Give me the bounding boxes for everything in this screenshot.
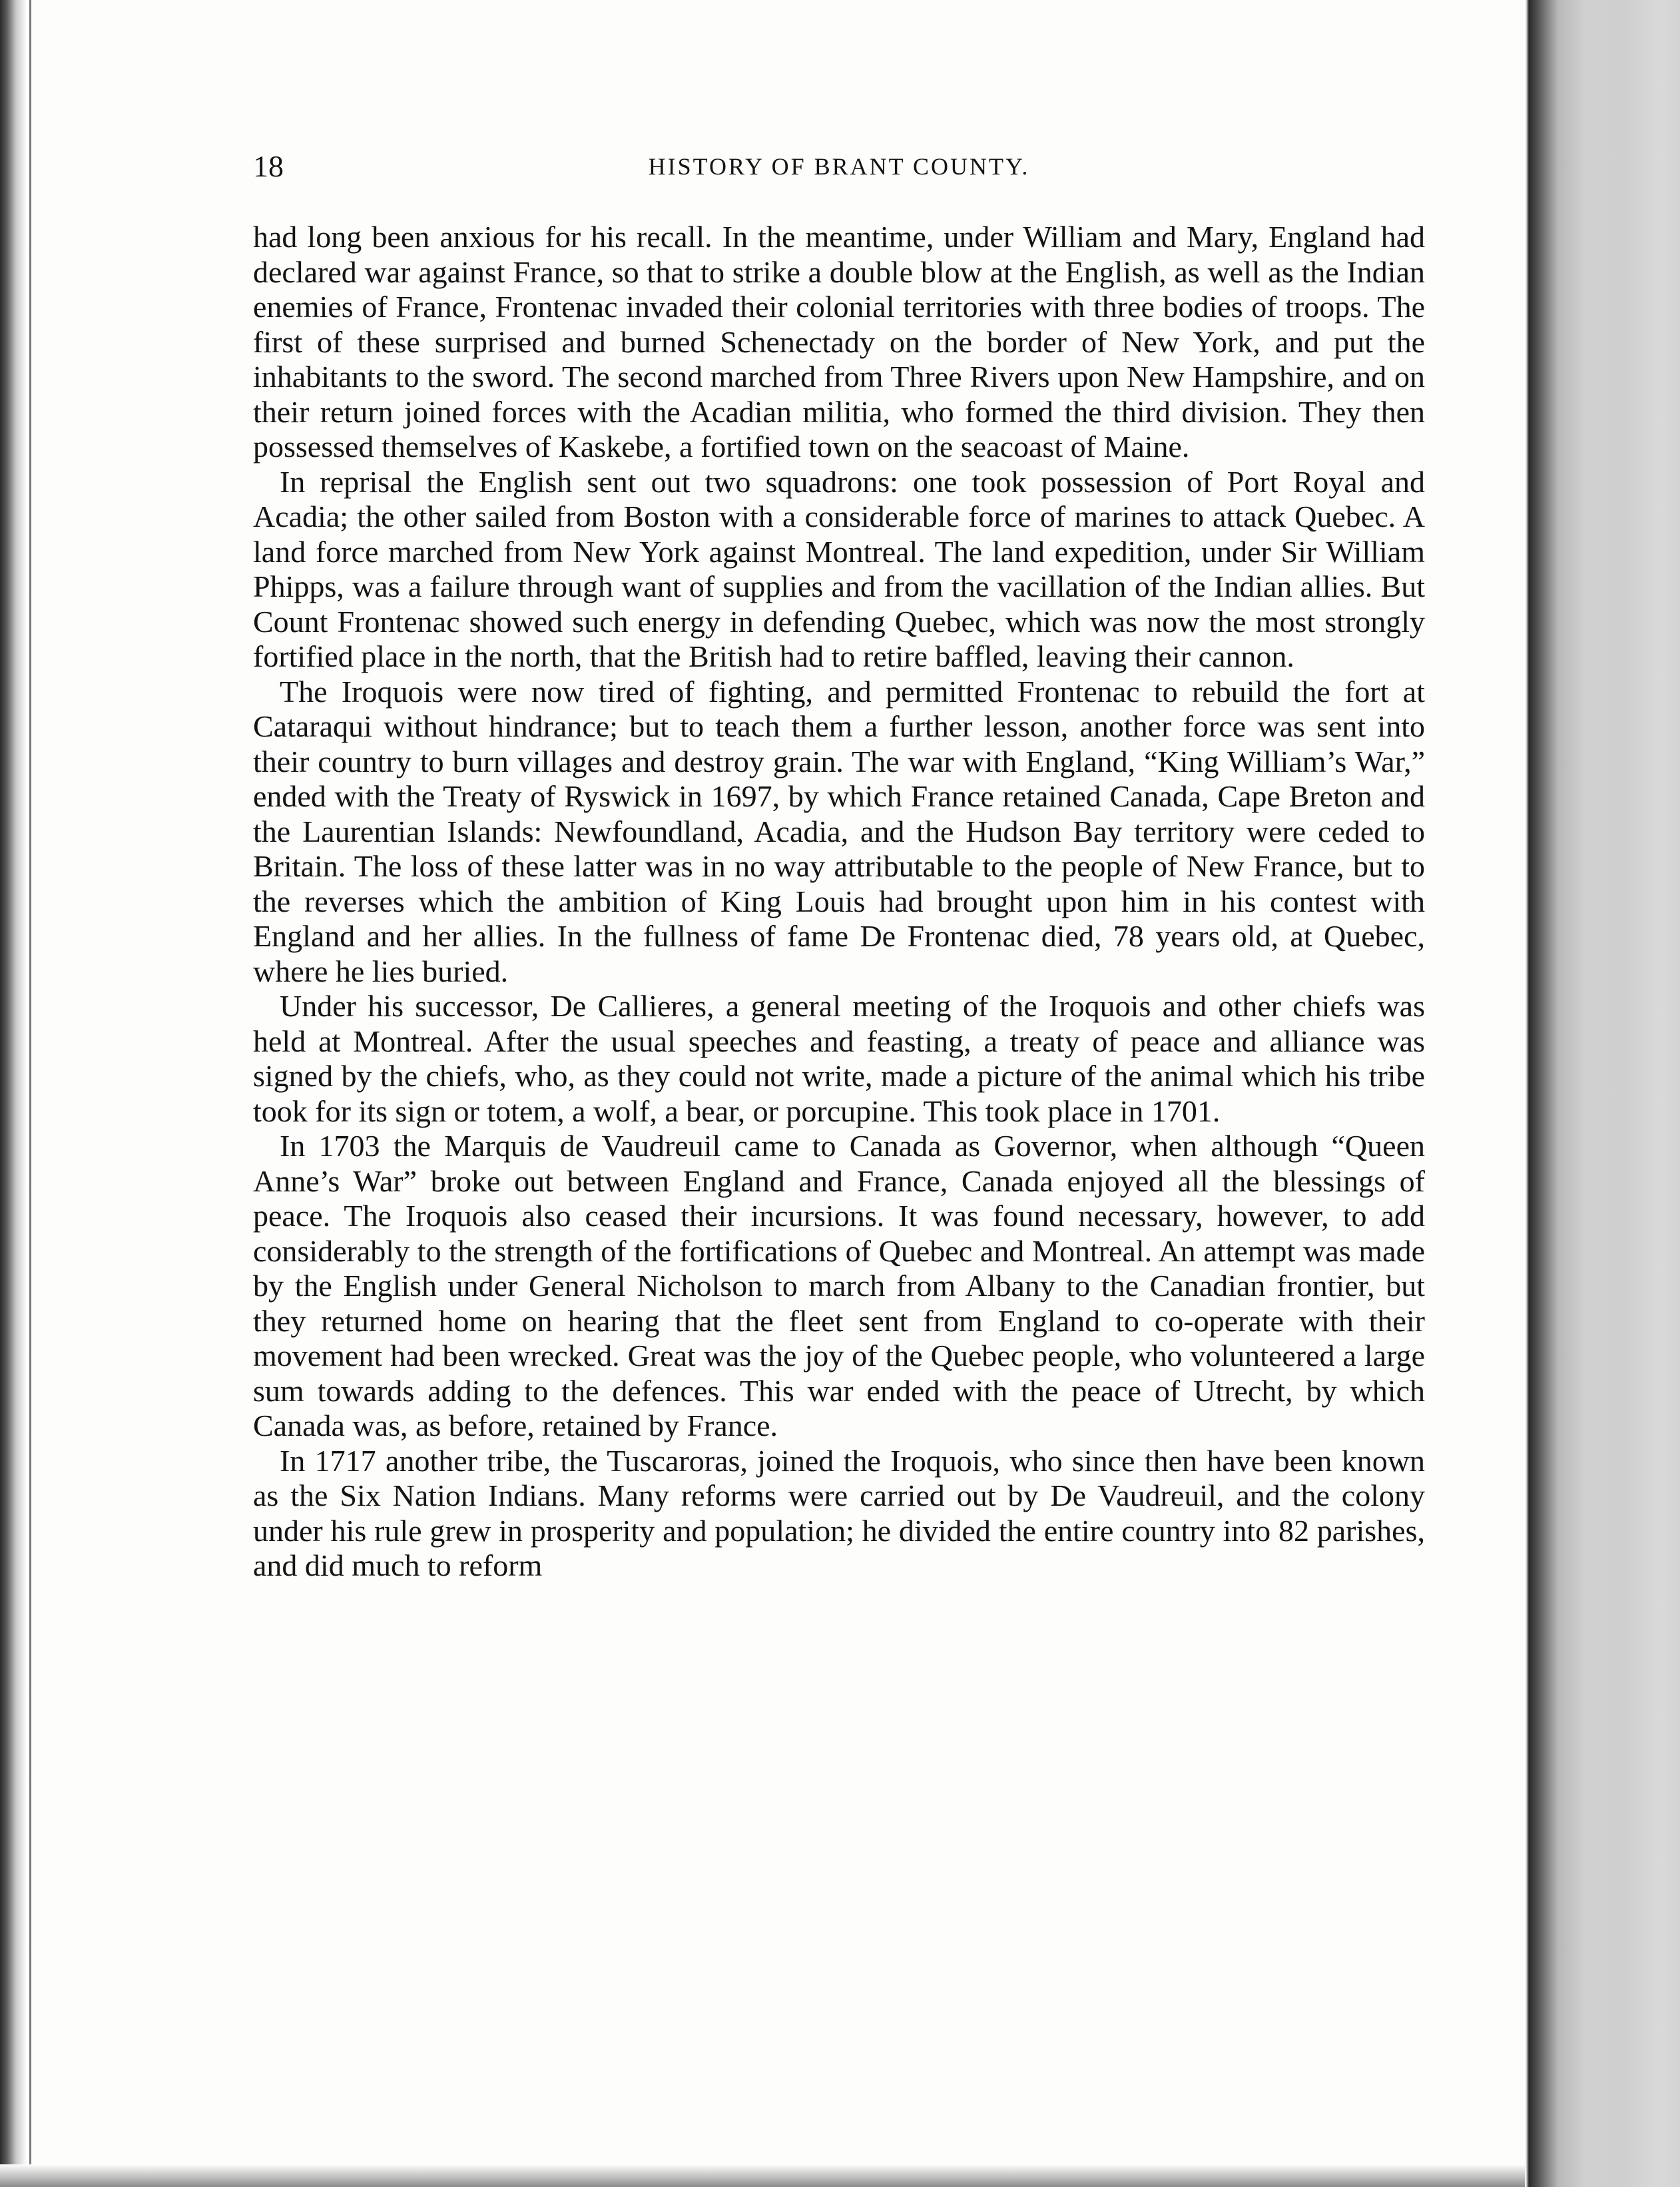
left-page-edge-line [29,0,31,2187]
paragraph-1703: In 1703 the Marquis de Vaudreuil came to Canada as Governor, when although “Queen Anne’s War” broke out between England and France, Canada enjoyed all the blessings of peace. The Iroquois also ceased their incursions. It was found necessary, however, to add considerably to the strength of the fortifications of Quebec and Montreal. An attempt was made by the English under General Nicholson to march from Albany to the Canadian frontier, but they returned home on hearing that the fleet sent from England to co-operate with their movement had been wrecked. Great was the joy of the Quebec people, who volunteered a large sum towards adding to the defences. This war ended with the peace of Utrecht, by which Canada was, as before, retained by France. [253,1129,1425,1442]
paragraph-continuation: had long been anxious for his recall. In the meantime, under William and Mary, England had declared war against France, so that to strike a double blow at the English, as well as the Indian enemies of France, Frontenac invaded their colonial territories with three bodies of troops. The first of these surprised and burned Schenectady on the border of New York, and put the inhabitants to the sword. The second marched from Three Rivers upon New Hampshire, and on their return joined forces with the Acadian militia, who formed the third division. They then possessed themselves of Kaskebe, a fortified town on the seacoast of Maine. [253,220,1425,464]
paragraph-de-callieres: Under his successor, De Callieres, a general meeting of the Iroquois and other chiefs was held at Montreal. After the usual speeches and feasting, a treaty of peace and alliance was signed by the chiefs, who, as they could not write, made a picture of the animal which his tribe took for its sign or totem, a wolf, a bear, or porcupine. This took place in 1701. [253,989,1425,1128]
paragraph-iroquois-tired: The Iroquois were now tired of fighting, and permitted Frontenac to rebuild the fort at Cataraqui without hindrance; but to teach them a further lesson, another force was sent into their country to burn villages and destroy grain. The war with England, “King William’s War,” ended with the Treaty of Ryswick in 1697, by which France retained Canada, Cape Breton and the Laurentian Islands: Newfoundland, Acadia, and the Hudson Bay territory were ceded to Britain. The loss of these latter was in no way attributable to the people of New France, but to the reverses which the ambition of King Louis had brought upon him in his contest with England and her allies. In the fullness of fame De Frontenac died, 78 years old, at Quebec, where he lies buried. [253,674,1425,988]
paragraph-1717: In 1717 another tribe, the Tuscaroras, joined the Iroquois, who since then have been known as the Six Nation Indians. Many reforms were carried out by De Vaudreuil, and the colony under his rule grew in prosperity and population; he divided the entire country into 82 parishes, and did much to reform [253,1443,1425,1582]
running-head [253,147,1425,186]
body-text [253,220,1425,1584]
page-number: 18 [253,149,284,183]
bottom-page-edge [0,2164,1680,2187]
running-title: HISTORY OF BRANT COUNTY. [648,153,1030,180]
left-binding-edge [0,0,27,2187]
paragraph-reprisal: In reprisal the English sent out two squadrons: one took possession of Port Royal and Acadia; the other sailed from Boston with a considerable force of marines to attack Quebec. A land force marched from New York against Montreal. The land expedition, under Sir William Phipps, was a failure through want of supplies and from the vacillation of the Indian allies. But Count Frontenac showed such energy in defending Quebec, which was now the most strongly fortified place in the north, that the British had to retire baffled, leaving their cannon. [253,464,1425,673]
right-page-edge-gradient [1525,0,1680,2187]
